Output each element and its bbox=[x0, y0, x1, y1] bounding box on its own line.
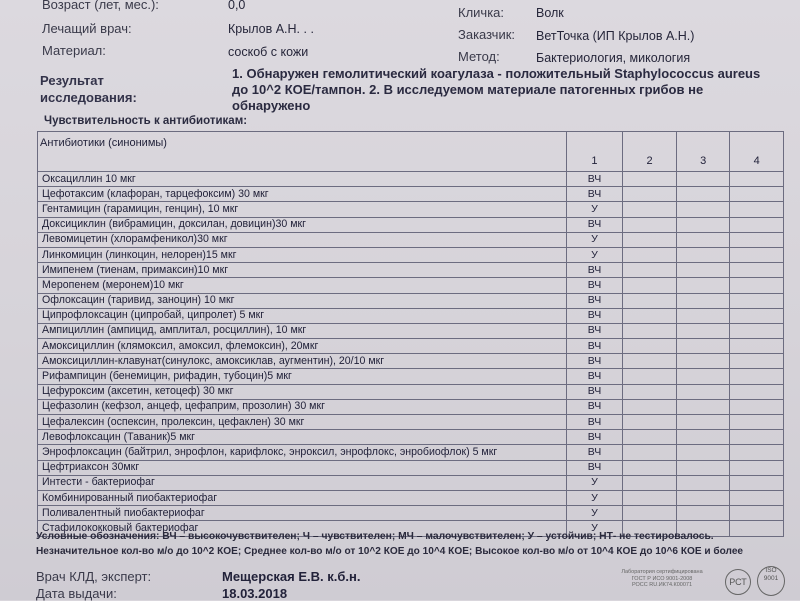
sample-1-result: У bbox=[566, 506, 623, 521]
table-row bbox=[38, 308, 784, 323]
antibiotic-name: Комбинированный пиобактериофаг bbox=[38, 490, 567, 505]
sample-1-result: ВЧ bbox=[566, 339, 623, 354]
sample-3-result bbox=[676, 445, 730, 460]
pst-logo-icon: РСТ bbox=[725, 569, 751, 595]
table-header-row bbox=[38, 132, 784, 172]
sample-1-result: ВЧ bbox=[566, 308, 623, 323]
table-row bbox=[38, 217, 784, 232]
antibiotic-name: Цефуроксим (аксетин, кетоцеф) 30 мкг bbox=[38, 384, 567, 399]
sample-1-result: ВЧ bbox=[566, 217, 623, 232]
sample-2-result bbox=[623, 475, 677, 490]
legend-text: Условные обозначения: ВЧ – высокочувствителен; Ч – чувствителен; МЧ – малочувствителен; У – устойчив; НТ- не тестировалось. bbox=[36, 531, 714, 542]
sample-1-result: ВЧ bbox=[566, 415, 623, 430]
sample-3-result bbox=[676, 430, 730, 445]
sample-4-result bbox=[730, 278, 784, 293]
sample-1-result: ВЧ bbox=[566, 293, 623, 308]
antibiotic-name: Цефтриаксон 30мкг bbox=[38, 460, 567, 475]
column-header-4: 4 bbox=[730, 132, 784, 172]
table-row bbox=[38, 445, 784, 460]
sample-3-result bbox=[676, 384, 730, 399]
sample-1-result: ВЧ bbox=[566, 384, 623, 399]
sample-4-result bbox=[730, 399, 784, 414]
sample-2-result bbox=[623, 308, 677, 323]
sample-1-result: ВЧ bbox=[566, 369, 623, 384]
sample-4-result bbox=[730, 445, 784, 460]
antibiotic-name: Линкомицин (линкоцин, нелорен)15 мкг bbox=[38, 247, 567, 262]
table-row bbox=[38, 323, 784, 338]
sample-4-result bbox=[730, 172, 784, 187]
sample-2-result bbox=[623, 202, 677, 217]
issue-date-label: Дата выдачи: bbox=[36, 586, 117, 601]
sample-4-result bbox=[730, 430, 784, 445]
sample-1-result: У bbox=[566, 521, 623, 536]
sample-2-result bbox=[623, 293, 677, 308]
sensitivity-title: Чувствительность к антибиотикам: bbox=[44, 115, 248, 127]
antibiotic-name: Ципрофлоксацин (ципробай, ципролет) 5 мкг bbox=[38, 308, 567, 323]
antibiotic-name: Доксициклин (вибрамицин, доксилан, довицин)30 мкг bbox=[38, 217, 567, 232]
customer-label: Заказчик: bbox=[458, 27, 516, 42]
method-value: Бактериология, микология bbox=[536, 51, 691, 65]
doctor-label: Лечащий врач: bbox=[42, 21, 132, 36]
sample-2-result bbox=[623, 490, 677, 505]
antibiotic-name: Цефалексин (оспексин, пролексин, цефаклен) 30 мкг bbox=[38, 415, 567, 430]
antibiotic-name: Цефотаксим (клафоран, тарцефоксим) 30 мкг bbox=[38, 187, 567, 202]
table-row bbox=[38, 460, 784, 475]
issue-date-value: 18.03.2018 bbox=[222, 586, 288, 601]
sample-3-result bbox=[676, 202, 730, 217]
sample-2-result bbox=[623, 339, 677, 354]
antibiotic-name: Оксациллин 10 мкг bbox=[38, 172, 567, 187]
sample-4-result bbox=[730, 369, 784, 384]
column-header-3: 3 bbox=[676, 132, 730, 172]
sample-3-result bbox=[676, 263, 730, 278]
method-label: Метод: bbox=[458, 49, 500, 64]
sample-3-result bbox=[676, 490, 730, 505]
sample-2-result bbox=[623, 263, 677, 278]
table-row bbox=[38, 172, 784, 187]
sample-2-result bbox=[623, 460, 677, 475]
sample-4-result bbox=[730, 490, 784, 505]
certification-note bbox=[592, 569, 732, 589]
material-label: Материал: bbox=[42, 43, 106, 58]
antibiotic-name: Левомицетин (хлорамфеникол)30 мкг bbox=[38, 232, 567, 247]
sample-4-result bbox=[730, 293, 784, 308]
sample-1-result: ВЧ bbox=[566, 430, 623, 445]
result-label bbox=[40, 72, 137, 106]
sample-4-result bbox=[730, 354, 784, 369]
sample-3-result bbox=[676, 339, 730, 354]
sample-2-result bbox=[623, 354, 677, 369]
sample-3-result bbox=[676, 308, 730, 323]
sample-4-result bbox=[730, 460, 784, 475]
sample-2-result bbox=[623, 399, 677, 414]
age-label: Возраст (лет, мес.): bbox=[42, 0, 159, 12]
antibiotic-name: Амоксициллин-клавунат(синулокс, амоксиклав, аугментин), 20/10 мкг bbox=[38, 354, 567, 369]
antibiotic-table bbox=[37, 131, 784, 537]
sample-2-result bbox=[623, 217, 677, 232]
column-header-1: 1 bbox=[566, 132, 623, 172]
sample-4-result bbox=[730, 521, 784, 536]
table-row bbox=[38, 384, 784, 399]
sample-3-result bbox=[676, 415, 730, 430]
sample-1-result: У bbox=[566, 475, 623, 490]
sample-1-result: ВЧ bbox=[566, 445, 623, 460]
sample-3-result bbox=[676, 232, 730, 247]
sample-2-result bbox=[623, 384, 677, 399]
age-value: 0,0 bbox=[228, 0, 246, 12]
sample-2-result bbox=[623, 506, 677, 521]
sample-1-result: ВЧ bbox=[566, 187, 623, 202]
sample-3-result bbox=[676, 369, 730, 384]
sample-3-result bbox=[676, 217, 730, 232]
table-row bbox=[38, 490, 784, 505]
sample-1-result: ВЧ bbox=[566, 399, 623, 414]
sample-4-result bbox=[730, 217, 784, 232]
sample-1-result: ВЧ bbox=[566, 460, 623, 475]
nickname-value: Волк bbox=[536, 6, 564, 20]
sample-3-result bbox=[676, 278, 730, 293]
sample-2-result bbox=[623, 172, 677, 187]
sample-1-result: ВЧ bbox=[566, 323, 623, 338]
antibiotic-name: Поливалентный пиобактериофаг bbox=[38, 506, 567, 521]
table-row bbox=[38, 232, 784, 247]
table-row bbox=[38, 369, 784, 384]
nickname-label: Кличка: bbox=[458, 5, 505, 20]
antibiotic-name: Рифампицин (бенемицин, рифадин, тубоцин)5 мкг bbox=[38, 369, 567, 384]
sample-1-result: ВЧ bbox=[566, 172, 623, 187]
sample-1-result: У bbox=[566, 232, 623, 247]
sample-4-result bbox=[730, 263, 784, 278]
table-row bbox=[38, 202, 784, 217]
sample-3-result bbox=[676, 506, 730, 521]
sample-2-result bbox=[623, 430, 677, 445]
result-label-line2: исследования: bbox=[40, 90, 137, 105]
sample-2-result bbox=[623, 278, 677, 293]
antibiotic-name: Меропенем (меронем)10 мкг bbox=[38, 278, 567, 293]
table-row bbox=[38, 475, 784, 490]
antibiotic-name: Интести - бактериофаг bbox=[38, 475, 567, 490]
antibiotic-name: Левофлоксацин (Таваник)5 мкг bbox=[38, 430, 567, 445]
table-row bbox=[38, 278, 784, 293]
sample-3-result bbox=[676, 399, 730, 414]
sample-4-result bbox=[730, 475, 784, 490]
table-row bbox=[38, 354, 784, 369]
antibiotic-name: Амоксициллин (клямоксил, амоксил, флемоксин), 20мкг bbox=[38, 339, 567, 354]
sample-3-result bbox=[676, 247, 730, 262]
sample-4-result bbox=[730, 187, 784, 202]
table-row bbox=[38, 430, 784, 445]
expert-value: Мещерская Е.В. к.б.н. bbox=[222, 569, 361, 584]
sample-2-result bbox=[623, 369, 677, 384]
antibiotic-name: Энрофлоксацин (байтрил, энрофлон, карифлокс, энроксил, энрофлокс, энробиофлок) 5 мкг bbox=[38, 445, 567, 460]
sample-4-result bbox=[730, 384, 784, 399]
customer-value: ВетТочка (ИП Крылов А.Н.) bbox=[536, 29, 695, 43]
sample-1-result: У bbox=[566, 490, 623, 505]
sample-4-result bbox=[730, 415, 784, 430]
quantity-note: Незначительное кол-во м/о до 10^2 КОЕ; Среднее кол-во м/о от 10^2 КОЕ до 10^4 КОЕ; Высокое кол-во м/о от 10^4 КОЕ до 10^6 КОЕ и более bbox=[36, 546, 744, 557]
table-row bbox=[38, 415, 784, 430]
table-row bbox=[38, 506, 784, 521]
antibiotic-name: Гентамицин (гарамицин, генцин), 10 мкг bbox=[38, 202, 567, 217]
sample-3-result bbox=[676, 172, 730, 187]
sample-3-result bbox=[676, 293, 730, 308]
sample-4-result bbox=[730, 232, 784, 247]
table-row bbox=[38, 187, 784, 202]
sample-3-result bbox=[676, 187, 730, 202]
sample-3-result bbox=[676, 475, 730, 490]
cert-line-1: Лаборатория сертифицирована bbox=[621, 569, 703, 575]
table-row bbox=[38, 247, 784, 262]
expert-label: Врач КЛД, эксперт: bbox=[36, 569, 152, 584]
iso-logo-icon: ISO 9001 bbox=[757, 566, 785, 596]
sample-4-result bbox=[730, 247, 784, 262]
sample-1-result: У bbox=[566, 247, 623, 262]
sample-4-result bbox=[730, 308, 784, 323]
antibiotic-name: Стафилококковый бактериофаг bbox=[38, 521, 567, 536]
sample-4-result bbox=[730, 323, 784, 338]
column-header-2: 2 bbox=[623, 132, 677, 172]
sample-3-result bbox=[676, 460, 730, 475]
antibiotic-name: Имипенем (тиенам, примаксин)10 мкг bbox=[38, 263, 567, 278]
table-row bbox=[38, 263, 784, 278]
antibiotic-name: Офлоксацин (таривид, заноцин) 10 мкг bbox=[38, 293, 567, 308]
table-row bbox=[38, 293, 784, 308]
antibiotic-name: Ампициллин (ампицид, амплитал, росциллин), 10 мкг bbox=[38, 323, 567, 338]
doctor-value: Крылов А.Н. . . bbox=[228, 22, 314, 36]
sample-3-result bbox=[676, 354, 730, 369]
cert-line-3: РОСС RU.ИК74.К00071 bbox=[631, 582, 693, 588]
table-row bbox=[38, 339, 784, 354]
sample-3-result bbox=[676, 323, 730, 338]
antibiotic-name: Цефазолин (кефзол, анцеф, цефаприм, прозолин) 30 мкг bbox=[38, 399, 567, 414]
sample-2-result bbox=[623, 415, 677, 430]
cert-line-2: ГОСТ Р ИСО 9001-2008 bbox=[631, 575, 693, 582]
sample-1-result: У bbox=[566, 202, 623, 217]
sample-1-result: ВЧ bbox=[566, 263, 623, 278]
sample-1-result: ВЧ bbox=[566, 354, 623, 369]
result-text: 1. Обнаружен гемолитический коагулаза - положительный Staphylococcus aureus до 10^2 КОЕ/тампон. 2. В исследуемом материале патогенных грибов не обнаружено bbox=[232, 66, 761, 113]
sample-2-result bbox=[623, 247, 677, 262]
result-label-line1: Результат bbox=[40, 73, 104, 88]
sample-4-result bbox=[730, 202, 784, 217]
sample-2-result bbox=[623, 323, 677, 338]
sample-2-result bbox=[623, 445, 677, 460]
sample-4-result bbox=[730, 339, 784, 354]
column-header-antibiotics: Антибиотики (синонимы) bbox=[38, 132, 567, 172]
sample-4-result bbox=[730, 506, 784, 521]
material-value: соскоб с кожи bbox=[228, 45, 309, 59]
sample-2-result bbox=[623, 187, 677, 202]
table-row bbox=[38, 399, 784, 414]
sample-2-result bbox=[623, 232, 677, 247]
sample-1-result: ВЧ bbox=[566, 278, 623, 293]
